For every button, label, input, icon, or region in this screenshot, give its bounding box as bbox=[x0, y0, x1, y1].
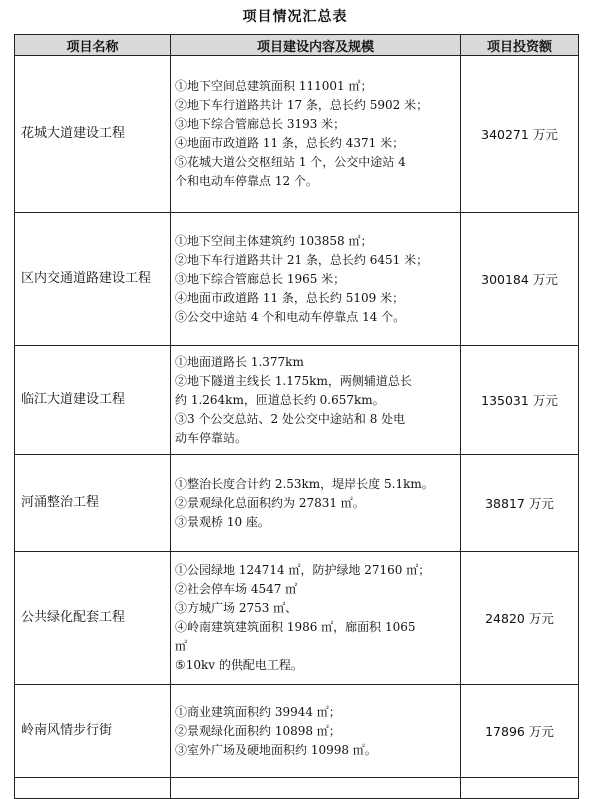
amount-unit: 万元 bbox=[532, 272, 558, 287]
project-name: 区内交通道路建设工程 bbox=[15, 213, 171, 346]
project-name: 公共绿化配套工程 bbox=[15, 552, 171, 685]
content-line: 动车停靠站。 bbox=[175, 430, 248, 445]
content-line: ①地面道路长 1.377km bbox=[175, 354, 304, 369]
amount-unit: 万元 bbox=[528, 496, 554, 511]
amount-value: 300184 bbox=[481, 272, 529, 287]
project-content bbox=[171, 56, 461, 213]
amount-value: 340271 bbox=[481, 127, 529, 142]
investment-amount bbox=[461, 552, 579, 685]
investment-amount bbox=[461, 685, 579, 778]
amount-unit: 万元 bbox=[532, 393, 558, 408]
content-line: ③方城广场 2753 ㎡、 bbox=[175, 601, 298, 615]
amount-value: 135031 bbox=[481, 393, 529, 408]
content-line: ②景观绿化总面积约为 27831 ㎡。 bbox=[175, 495, 365, 510]
header-project-content: 项目建设内容及规模 bbox=[171, 35, 461, 56]
project-content bbox=[171, 685, 461, 778]
content-line: ①地下空间总建筑面积 111001 ㎡； bbox=[175, 79, 373, 93]
content-line: ㎡ bbox=[175, 639, 188, 653]
content-line: ③3 个公交总站、2 处公交中途站和 8 处电 bbox=[175, 411, 406, 426]
table-row bbox=[15, 56, 579, 213]
content-line: ⑤公交中途站 4 个和电动车停靠点 14 个。 bbox=[175, 309, 406, 324]
content-line: ②地下隧道主线长 1.175km，两侧辅道总长 bbox=[175, 373, 412, 388]
table-row bbox=[15, 213, 579, 346]
content-line: ⑤10kv 的供配电工程。 bbox=[175, 658, 303, 672]
content-line: ③景观桥 10 座。 bbox=[175, 514, 270, 529]
table-row bbox=[15, 455, 579, 552]
content-line: ④地面市政道路 11 条，总长约 4371 米； bbox=[175, 136, 405, 150]
amount-value: 38817 bbox=[485, 496, 525, 511]
content-line: 约 1.264km，匝道总长约 0.657km。 bbox=[175, 392, 385, 407]
project-name: 花城大道建设工程 bbox=[15, 56, 171, 213]
project-content bbox=[171, 455, 461, 552]
content-line: ②地下车行道路共计 21 条，总长约 6451 米； bbox=[175, 252, 429, 267]
amount-unit: 万元 bbox=[528, 724, 554, 739]
project-name: 临江大道建设工程 bbox=[15, 346, 171, 455]
content-line: 个和电动车停靠点 12 个。 bbox=[175, 174, 318, 188]
content-line: ④地面市政道路 11 条，总长约 5109 米； bbox=[175, 290, 405, 305]
project-content bbox=[171, 346, 461, 455]
project-summary-table bbox=[14, 34, 579, 799]
content-line: ③地下综合管廊总长 1965 米； bbox=[175, 271, 346, 286]
amount-unit: 万元 bbox=[528, 611, 554, 626]
content-line: ②社会停车场 4547 ㎡ bbox=[175, 582, 298, 596]
content-line: ④岭南建筑建筑面积 1986 ㎡，廊面积 1065 bbox=[175, 620, 416, 634]
table-row-cutoff bbox=[15, 778, 579, 799]
investment-amount bbox=[461, 346, 579, 455]
project-content bbox=[171, 213, 461, 346]
investment-amount bbox=[461, 455, 579, 552]
table-row bbox=[15, 346, 579, 455]
content-line: ①整治长度合计约 2.53km，堤岸长度 5.1km。 bbox=[175, 476, 434, 491]
cutoff-cell bbox=[171, 778, 461, 799]
content-line: ①公园绿地 124714 ㎡，防护绿地 27160 ㎡； bbox=[175, 563, 431, 577]
investment-amount bbox=[461, 213, 579, 346]
table-header-row bbox=[15, 35, 579, 56]
content-line: ②景观绿化面积约 10898 ㎡； bbox=[175, 723, 341, 738]
content-line: ②地下车行道路共计 17 条，总长约 5902 米； bbox=[175, 98, 429, 112]
project-content bbox=[171, 552, 461, 685]
project-name: 岭南风情步行街 bbox=[15, 685, 171, 778]
document-title: 项目情况汇总表 bbox=[242, 9, 348, 25]
amount-unit: 万元 bbox=[532, 127, 558, 142]
content-line: ③地下综合管廊总长 3193 米； bbox=[175, 117, 346, 131]
content-line: ⑤花城大道公交枢纽站 1 个，公交中途站 4 bbox=[175, 155, 406, 169]
investment-amount bbox=[461, 56, 579, 213]
cutoff-cell bbox=[461, 778, 579, 799]
content-line: ①商业建筑面积约 39944 ㎡； bbox=[175, 704, 341, 719]
content-line: ①地下空间主体建筑约 103858 ㎡； bbox=[175, 233, 373, 248]
amount-value: 24820 bbox=[485, 611, 525, 626]
table-row bbox=[15, 552, 579, 685]
project-name: 河涌整治工程 bbox=[15, 455, 171, 552]
content-line: ③室外广场及硬地面积约 10998 ㎡。 bbox=[175, 742, 377, 757]
header-project-name: 项目名称 bbox=[15, 35, 171, 56]
amount-value: 17896 bbox=[485, 724, 525, 739]
cutoff-cell bbox=[15, 778, 171, 799]
table-row bbox=[15, 685, 579, 778]
header-investment-amount: 项目投资额 bbox=[461, 35, 579, 56]
